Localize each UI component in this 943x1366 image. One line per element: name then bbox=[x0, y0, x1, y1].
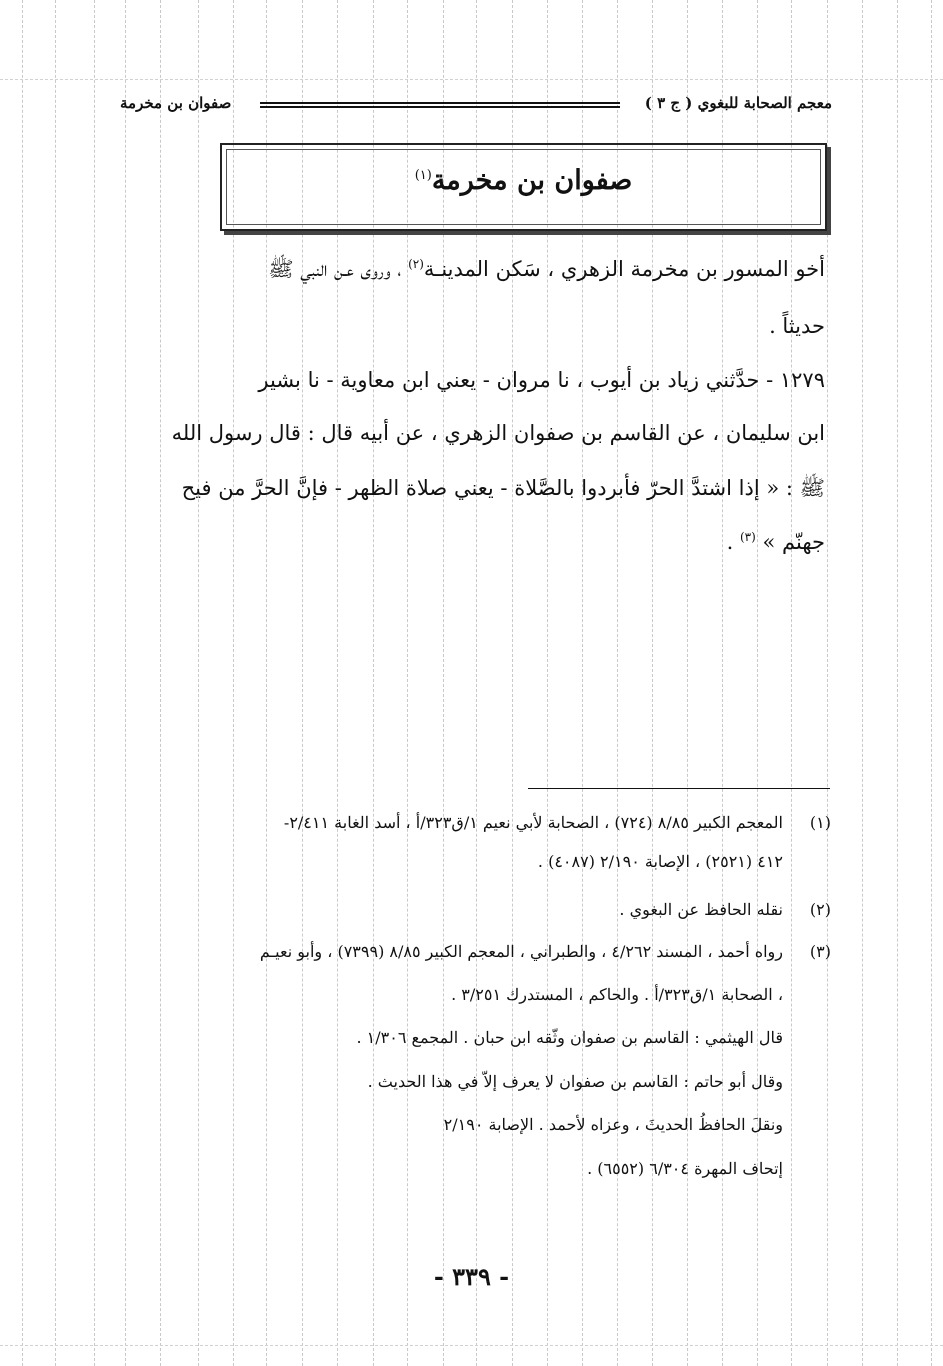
body-text: . bbox=[726, 530, 734, 554]
footnote-3-line-2: ، الصحابة ١/ق٣٢٣/أ . والحاكم ، المستدرك ٣/٢٥١ . bbox=[451, 985, 783, 1004]
body-text: ، وروى عـن النبي ﷺ bbox=[268, 257, 402, 281]
body-text: جهنّم » bbox=[762, 530, 825, 554]
footnote-3-line-5: ونقلَ الحافظُ الحديثَ ، وعزاه لأحمد . الإصابة ٢/١٩٠ bbox=[443, 1115, 783, 1134]
footnote-3-line-6: إتحاف المهرة ٦/٣٠٤ (٦٥٥٢) . bbox=[587, 1159, 783, 1178]
hadith-number-line: ١٢٧٩ - حدَّثني زياد بن أيوب ، نا مروان - يعني ابن معاوية - نا بشير bbox=[258, 368, 825, 392]
entry-name: صفوان بن مخرمة bbox=[120, 94, 232, 112]
body-line-5: ﷺ : « إذا اشتدَّ الحرّ فأبردوا بالصَّلاة - يعني صلاة الظهر - فإنَّ الحرَّ من فيح bbox=[181, 476, 825, 500]
title-box bbox=[220, 143, 827, 231]
footnote-1-line-1: المعجم الكبير ٨/٨٥ (٧٢٤) ، الصحابة لأبي نعيم ١/ق٣٢٣/أ ، أسد الغابة ٢/٤١١- bbox=[283, 813, 783, 832]
page-number: - ٣٣٩ - bbox=[433, 1262, 510, 1291]
footnote-ref-3: (٣) bbox=[739, 530, 756, 544]
footnote-separator bbox=[528, 788, 830, 789]
body-text: أخو المسور بن مخرمة الزهري ، سَكن المدينـة bbox=[423, 257, 825, 281]
footnote-3-line-4: وقال أبو حاتم : القاسم بن صفوان لا يعرف إلاّ في هذا الحديث . bbox=[367, 1072, 783, 1091]
body-line-1 bbox=[268, 256, 825, 287]
footnote-1-number: (١) bbox=[809, 813, 831, 832]
body-line-6 bbox=[727, 530, 825, 554]
entry-title-text: صفوان بن مخرمة bbox=[431, 165, 633, 196]
footnote-3-line-3: قال الهيثمي : القاسم بن صفوان وثّقه ابن حبان . المجمع ١/٣٠٦ . bbox=[356, 1028, 783, 1047]
header-rule bbox=[260, 102, 620, 108]
entry-title bbox=[222, 165, 825, 196]
book-title: معجم الصحابة للبغوي ( ج ٣ ) bbox=[644, 94, 832, 112]
body-line-4: ابن سليمان ، عن القاسم بن صفوان الزهري ، عن أبيه قال : قال رسول الله bbox=[171, 421, 825, 445]
footnote-3-number: (٣) bbox=[809, 942, 831, 961]
footnote-ref-2: (٢) bbox=[408, 257, 424, 271]
footnote-2-line-1: نقله الحافظ عن البغوي . bbox=[619, 900, 783, 919]
footnote-1-line-2: ٤١٢ (٢٥٢١) ، الإصابة ٢/١٩٠ (٤٠٨٧) . bbox=[537, 852, 783, 871]
footnote-3-line-1: رواه أحمد ، المسند ٤/٢٦٢ ، والطبراني ، المعجم الكبير ٨/٨٥ (٧٣٩٩) ، وأبو نعيـم bbox=[259, 942, 783, 961]
body-line-2: حديثاً . bbox=[769, 314, 825, 338]
running-header bbox=[120, 94, 832, 116]
footnote-ref-1: (١) bbox=[414, 168, 432, 183]
footnote-2-number: (٢) bbox=[809, 900, 831, 919]
